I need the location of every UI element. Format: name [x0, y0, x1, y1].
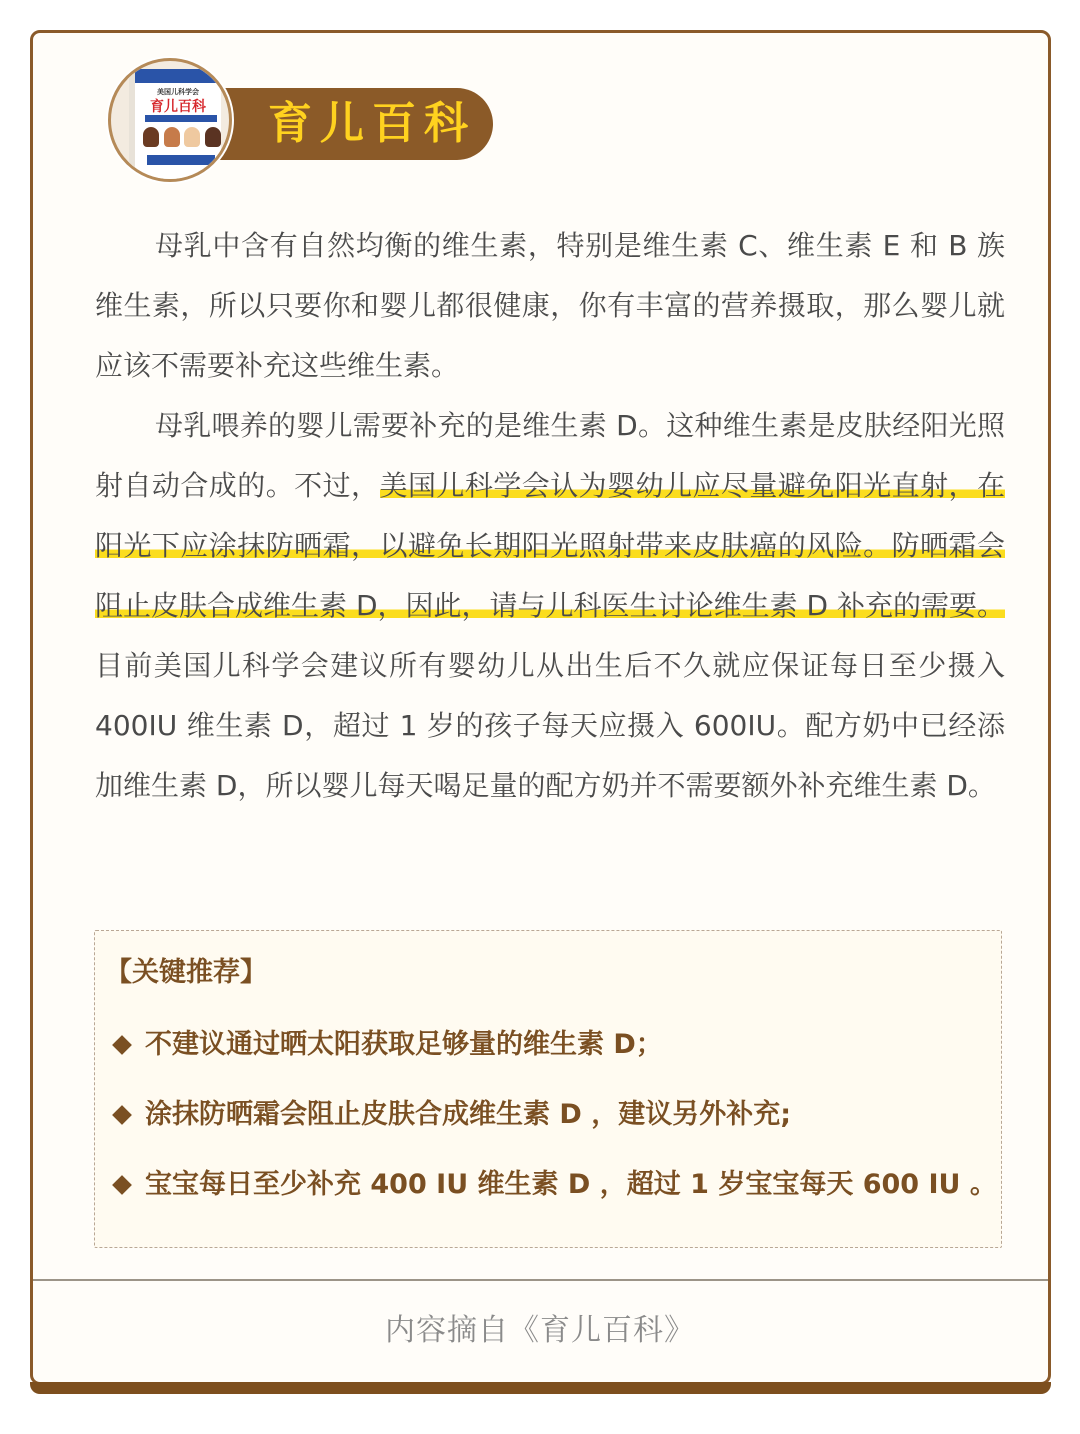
key-recommendations-box [94, 930, 1002, 1248]
paragraph-text: 目前美国儿科学会建议所有婴幼儿从出生后不久就应保证每日至少摄入 400IU 维生素 D，超过 1 岁的孩子每天应摄入 600IU。配方奶中已经添加维生素 D，所以婴儿每天喝足量的配方奶并不需要额外补充维生素 D。 [95, 649, 1005, 802]
source-credit: 内容摘自《育儿百科》 [385, 1313, 695, 1348]
key-recommendations-title: 【关键推荐】 [105, 957, 267, 988]
footer-divider [33, 1279, 1048, 1281]
book-photo [143, 127, 221, 149]
highlighted-text: 美国儿科学会认为婴幼儿应尽量避免阳光直射，在阳光下应涂抹防晒霜，以避免长期阳光照射带来皮肤癌的风险。防晒霜会阻止皮肤合成维生素 D，因此，请与儿科医生讨论维生素 D 补充的需要。 [95, 469, 1005, 622]
paragraph-text: 母乳中含有自然均衡的维生素，特别是维生素 C、维生素 E 和 B 族维生素，所以只要你和婴儿都很健康，你有丰富的营养摄取，那么婴儿就应该不需要补充这些维生素。 [95, 229, 1005, 382]
recommendation-item: 涂抹防晒霜会阻止皮肤合成维生素 D ，建议另外补充; [109, 1095, 791, 1135]
book-publisher: 美国儿科学会 [157, 88, 199, 96]
diamond-icon [112, 1035, 132, 1055]
article-body [95, 216, 1005, 816]
book-cover-image [108, 58, 232, 182]
recommendation-item: 宝宝每日至少补充 400 IU 维生素 D ，超过 1 岁宝宝每天 600 IU 。 [109, 1165, 997, 1205]
header [108, 58, 508, 188]
book-title: 育儿百科 [150, 99, 206, 115]
page-title: 育儿百科 [268, 98, 476, 149]
diamond-icon [112, 1175, 132, 1195]
paragraph-text: 母乳喂养的婴儿需要补充的是维生素 D。这种维生素是皮肤经阳光照射自动合成的。不过， [95, 409, 1005, 502]
paragraph-1 [95, 216, 1005, 396]
recommendation-item: 不建议通过晒太阳获取足够量的维生素 D； [109, 1025, 663, 1065]
paragraph-2 [95, 396, 1005, 816]
book-icon [129, 69, 221, 181]
card-bottom-bar [30, 1382, 1051, 1394]
diamond-icon [112, 1105, 132, 1125]
